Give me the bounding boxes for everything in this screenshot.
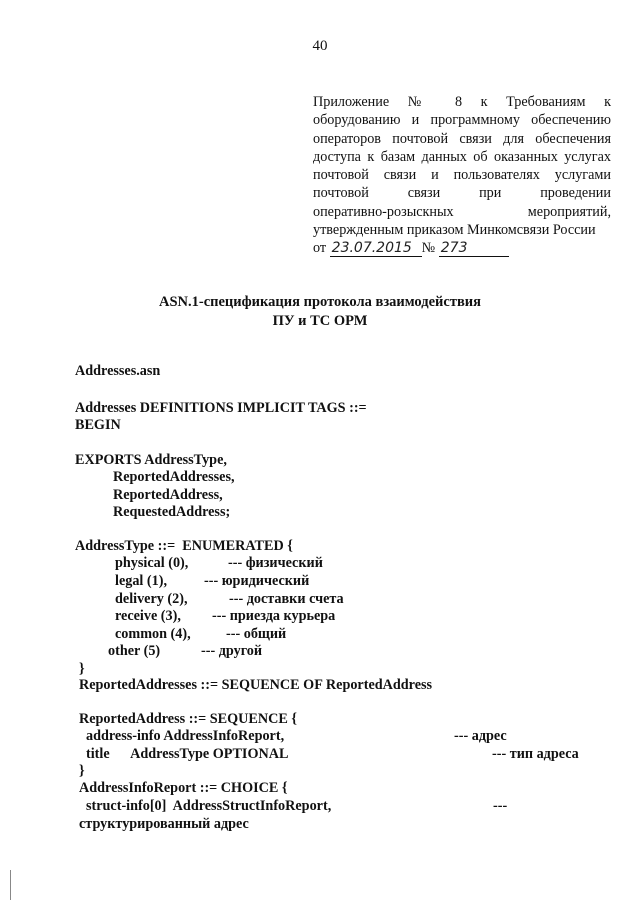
appendix-line: доступа к базам данных об оказанных услугах: [313, 148, 611, 165]
exports-item: ReportedAddresses,: [113, 469, 235, 485]
address-info-declaration: AddressInfoReport ::= CHOICE {: [79, 780, 288, 796]
close-brace: }: [79, 763, 85, 779]
file-name: Addresses.asn: [75, 363, 161, 379]
appendix-line: утвержденным приказом Минкомсвязи России: [313, 222, 596, 239]
address-type-declaration: AddressType ::= ENUMERATED {: [75, 538, 293, 554]
title-line-1: ASN.1-спецификация протокола взаимодействия: [159, 294, 481, 310]
enum-item-comment: --- другой: [201, 643, 263, 659]
enum-item-code: common (4),: [115, 626, 191, 642]
from-label: от: [313, 240, 327, 257]
appendix-line: почтовой связи при проведении: [313, 185, 611, 202]
title-line-2: ПУ и ТС ОРМ: [272, 313, 368, 329]
number-label: №: [421, 240, 436, 257]
enum-item-code: receive (3),: [115, 608, 181, 624]
reported-addresses-declaration: ReportedAddresses ::= SEQUENCE OF ReportedAddress: [79, 677, 433, 693]
field-comment: --- адрес: [454, 728, 507, 744]
close-brace: }: [79, 661, 85, 677]
field-comment: --- тип адреса: [492, 746, 579, 762]
handwritten-number: 273: [439, 240, 509, 257]
exports-line: EXPORTS AddressType,: [75, 452, 227, 468]
margin-scan-mark: [10, 870, 11, 900]
struct-info-comment: ---: [493, 798, 508, 814]
appendix-line: операторов почтовой связи для обеспечения: [313, 130, 611, 147]
enum-item-code: delivery (2),: [115, 591, 188, 607]
appendix-line: почтовой связи и пользователях услугами: [313, 167, 611, 184]
enum-item-code: other (5): [108, 643, 161, 659]
appendix-line: Приложение № 8 к Требованиям к: [313, 94, 611, 110]
struct-info-continuation: структурированный адрес: [79, 816, 249, 832]
exports-item: ReportedAddress,: [113, 487, 223, 503]
field-code: address-info AddressInfoReport,: [86, 728, 285, 744]
enum-item-code: physical (0),: [115, 555, 189, 571]
handwritten-date: 23.07.2015: [330, 240, 422, 257]
definitions-line: Addresses DEFINITIONS IMPLICIT TAGS ::=: [75, 400, 367, 416]
enum-item-comment: --- физический: [228, 555, 323, 571]
enum-item-code: legal (1),: [115, 573, 168, 589]
begin-keyword: BEGIN: [75, 417, 121, 433]
page-number: 40: [312, 38, 328, 54]
struct-info-code: struct-info[0] AddressStructInfoReport,: [86, 798, 332, 814]
enum-item-comment: --- общий: [226, 626, 287, 642]
enum-item-comment: --- юридический: [204, 573, 310, 589]
appendix-line: оперативно-розыскных мероприятий,: [313, 203, 611, 220]
field-code: title AddressType OPTIONAL: [86, 746, 289, 762]
exports-item: RequestedAddress;: [113, 504, 231, 520]
appendix-line: оборудованию и программному обеспечению: [313, 112, 611, 129]
reported-address-declaration: ReportedAddress ::= SEQUENCE {: [79, 711, 297, 727]
enum-item-comment: --- доставки счета: [229, 591, 344, 607]
enum-item-comment: --- приезда курьера: [212, 608, 336, 624]
